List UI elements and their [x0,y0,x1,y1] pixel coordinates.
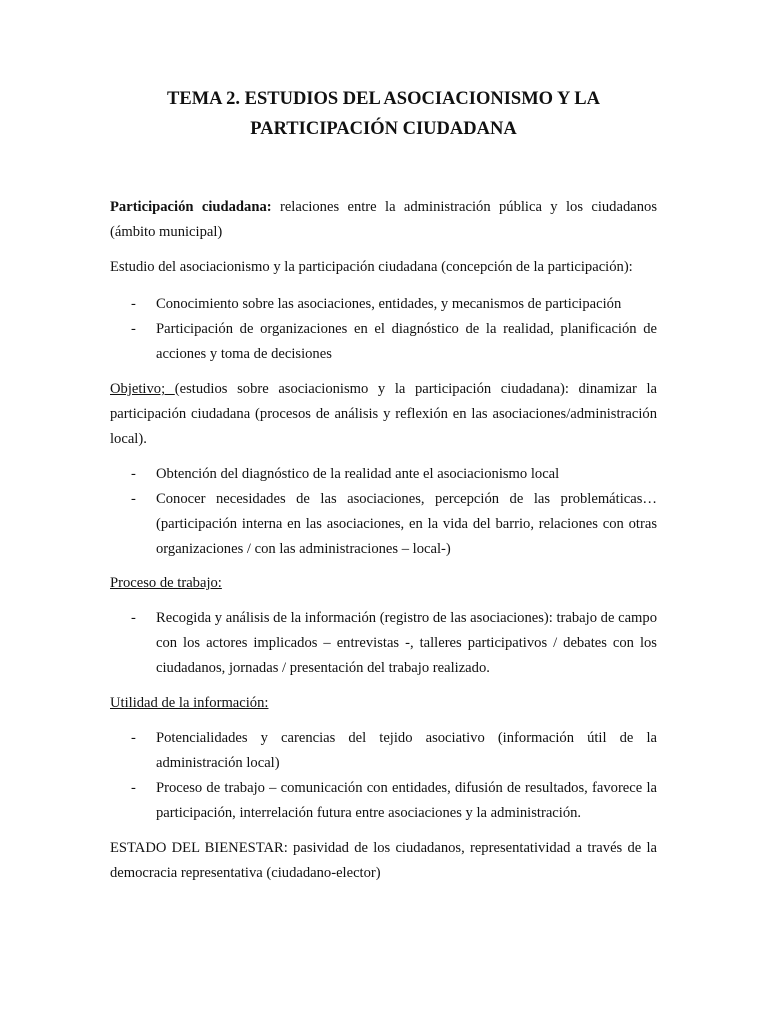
study-paragraph: Estudio del asociacionismo y la participación ciudadana (concepción de la participación): [110,259,633,275]
dash-bullet: - [131,780,136,796]
list-item-text: Recogida y análisis de la información (registro de las asociaciones): trabajo de campo con los actores implicados – entrevistas -, talleres participativos / debates con los ciudadanos, jornadas / presentación del trabajo realizado. [156,610,657,676]
list-item [110,487,657,562]
list-item [110,726,657,776]
title-line-2: PARTICIPACIÓN CIUDADANA [250,119,517,139]
list-item [110,317,657,367]
utility-heading-paragraph [110,691,657,716]
process-list [110,606,657,681]
process-heading: Proceso de trabajo: [110,575,222,591]
dash-bullet: - [131,296,136,312]
process-heading-paragraph [110,571,657,596]
list-item-text: Conocimiento sobre las asociaciones, entidades, y mecanismos de participación [156,296,622,312]
dash-bullet: - [131,491,136,507]
list-item [110,776,657,826]
welfare-paragraph: ESTADO DEL BIENESTAR: pasividad de los ciudadanos, representatividad a través de la democracia representativa (ciudadano-elector) [110,840,657,881]
list-item [110,292,657,317]
list-item-text: Conocer necesidades de las asociaciones, percepción de las problemáticas… (participación interna en las asociaciones, en la vida del barrio, relaciones con otras organizaciones / con las administraciones – local-) [156,491,657,557]
dash-bullet: - [131,321,136,337]
dash-bullet: - [131,466,136,482]
list-item-text: Participación de organizaciones en el diagnóstico de la realidad, planificación de acciones y toma de decisiones [156,321,657,362]
dash-bullet: - [131,730,136,746]
objective-heading: Objetivo; [110,381,175,397]
title-line-1: TEMA 2. ESTUDIOS DEL ASOCIACIONISMO Y LA [167,89,600,109]
document-title [110,84,657,144]
objective-list [110,462,657,562]
list-item [110,606,657,681]
utility-heading: Utilidad de la información: [110,695,269,711]
utility-list [110,726,657,826]
list-item-text: Potencialidades y carencias del tejido asociativo (información útil de la administración local) [156,730,657,771]
objective-text: (estudios sobre asociacionismo y la participación ciudadana): dinamizar la participación ciudadana (procesos de análisis y reflexión en las asociaciones/administración local). [110,381,657,447]
dash-bullet: - [131,610,136,626]
definition-paragraph [110,195,657,245]
list-item-text: Obtención del diagnóstico de la realidad ante el asociacionismo local [156,466,560,482]
list-item-text: Proceso de trabajo – comunicación con entidades, difusión de resultados, favorece la participación, interrelación futura entre asociaciones y la administración. [156,780,657,821]
study-list [110,292,657,367]
definition-term: Participación ciudadana: [110,199,272,215]
objective-paragraph [110,377,657,452]
list-item [110,462,657,487]
document-page [110,84,657,886]
definition-text: relaciones entre la administración pública y los ciudadanos (ámbito municipal) [110,199,658,240]
